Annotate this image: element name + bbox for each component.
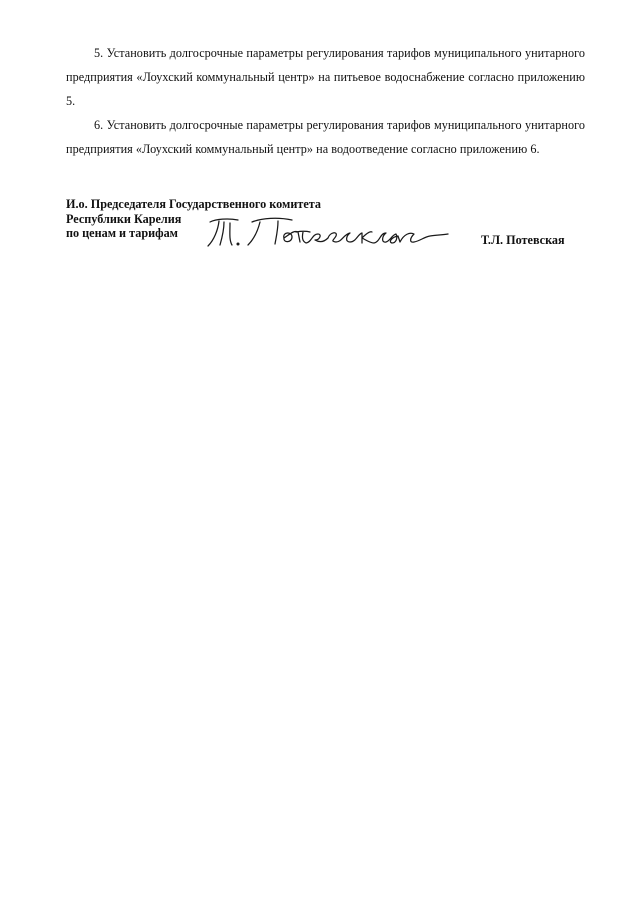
paragraph-item-6: 6. Установить долгосрочные параметры регулирования тарифов муниципального унитарного предприятия «Лоухский коммунальный центр» на водоотведение согласно приложению 6. bbox=[66, 118, 585, 156]
signatory-title-line-2: Республики Карелия bbox=[66, 211, 182, 226]
paragraph-item-5: 5. Установить долгосрочные параметры регулирования тарифов муниципального унитарного предприятия «Лоухский коммунальный центр» на питьевое водоснабжение согласно приложению 5. bbox=[66, 46, 585, 108]
signatory-title-line-3: по ценам и тарифам bbox=[66, 226, 178, 240]
handwritten-signature bbox=[202, 212, 452, 256]
signer-name: Т.Л. Потевская bbox=[481, 233, 565, 247]
signatory-title-line-1: И.о. Председателя Государственного комитета bbox=[66, 197, 321, 211]
